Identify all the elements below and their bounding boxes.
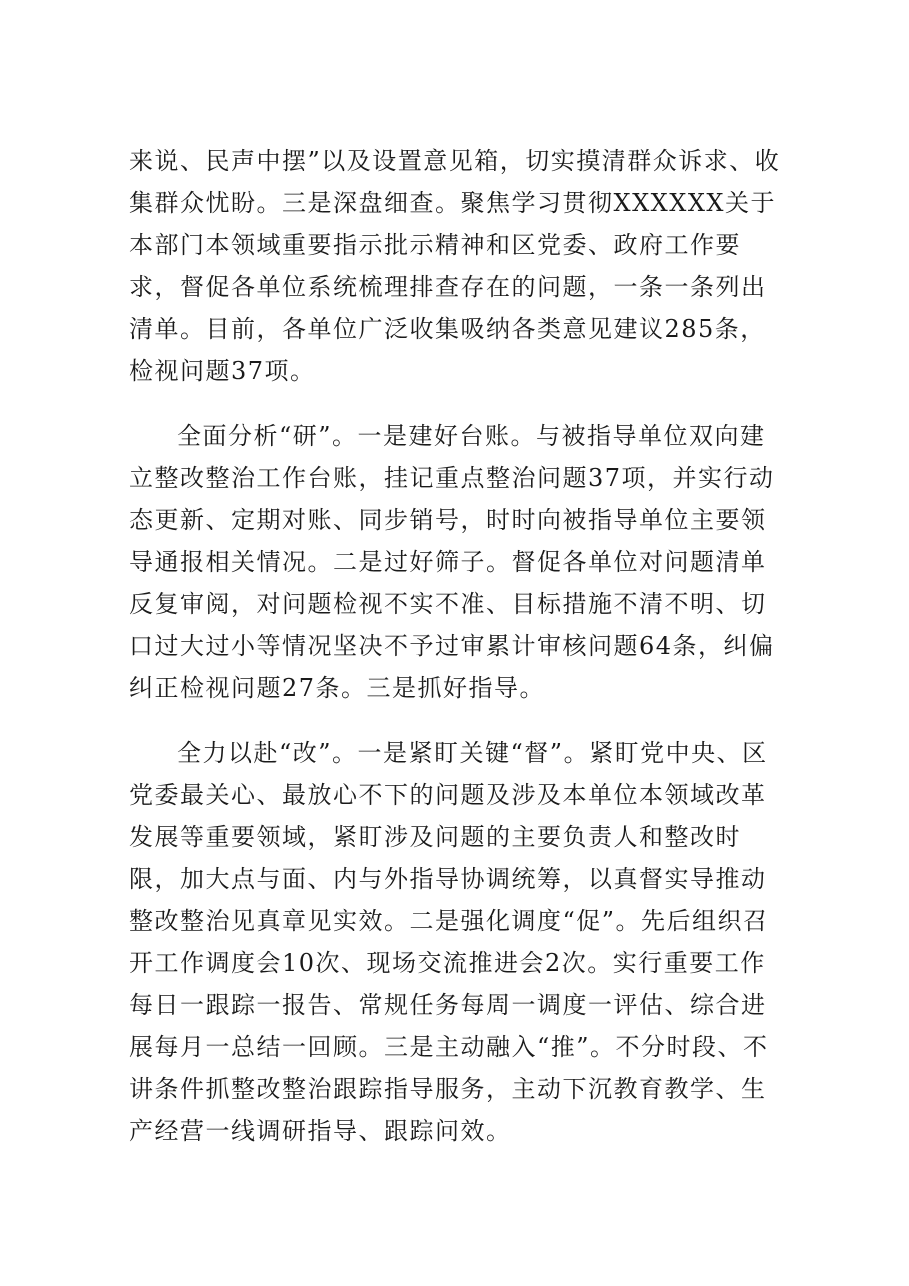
paragraph-analysis: 全面分析“研”。一是建好台账。与被指导单位双向建立整改整治工作台账，挂记重点整治问题37项，并实行动态更新、定期对账、同步销号，时时向被指导单位主要领导通报相关情况。二是过好筛子。督促各单位对问题清单反复审阅，对问题检视不实不准、目标措施不清不明、切口过大过小等情况坚决不予过审累计审核问题64条，纠偏纠正检视问题27条。三是抓好指导。 [129,422,775,702]
paragraph-rectification: 全力以赴“改”。一是紧盯关键“督”。紧盯党中央、区党委最关心、最放心不下的问题及涉及本单位本领域改革发展等重要领域，紧盯涉及问题的主要负责人和整改时限，加大点与面、内与外指导协调统筹，以真督实导推动整改整治见真章见实效。二是强化调度“促”。先后组织召开工作调度会10次、现场交流推进会2次。实行重要工作每日一跟踪一报告、常规任务每周一调度一评估、综合进展每月一总结一回顾。三是主动融入“推”。不分时段、不讲条件抓整改整治跟踪指导服务，主动下沉教育教学、生产经营一线调研指导、跟踪问效。 [129,739,769,1145]
document-body [129,140,789,1152]
paragraph-continuation: 来说、民声中摆”以及设置意见箱，切实摸清群众诉求、收集群众忧盼。三是深盘细查。聚焦学习贯彻XXXXXX关于本部门本领域重要指示批示精神和区党委、政府工作要求，督促各单位系统梳理排查存在的问题，一条一条列出清单。目前，各单位广泛收集吸纳各类意见建议285条，检视问题37项。 [129,147,781,385]
